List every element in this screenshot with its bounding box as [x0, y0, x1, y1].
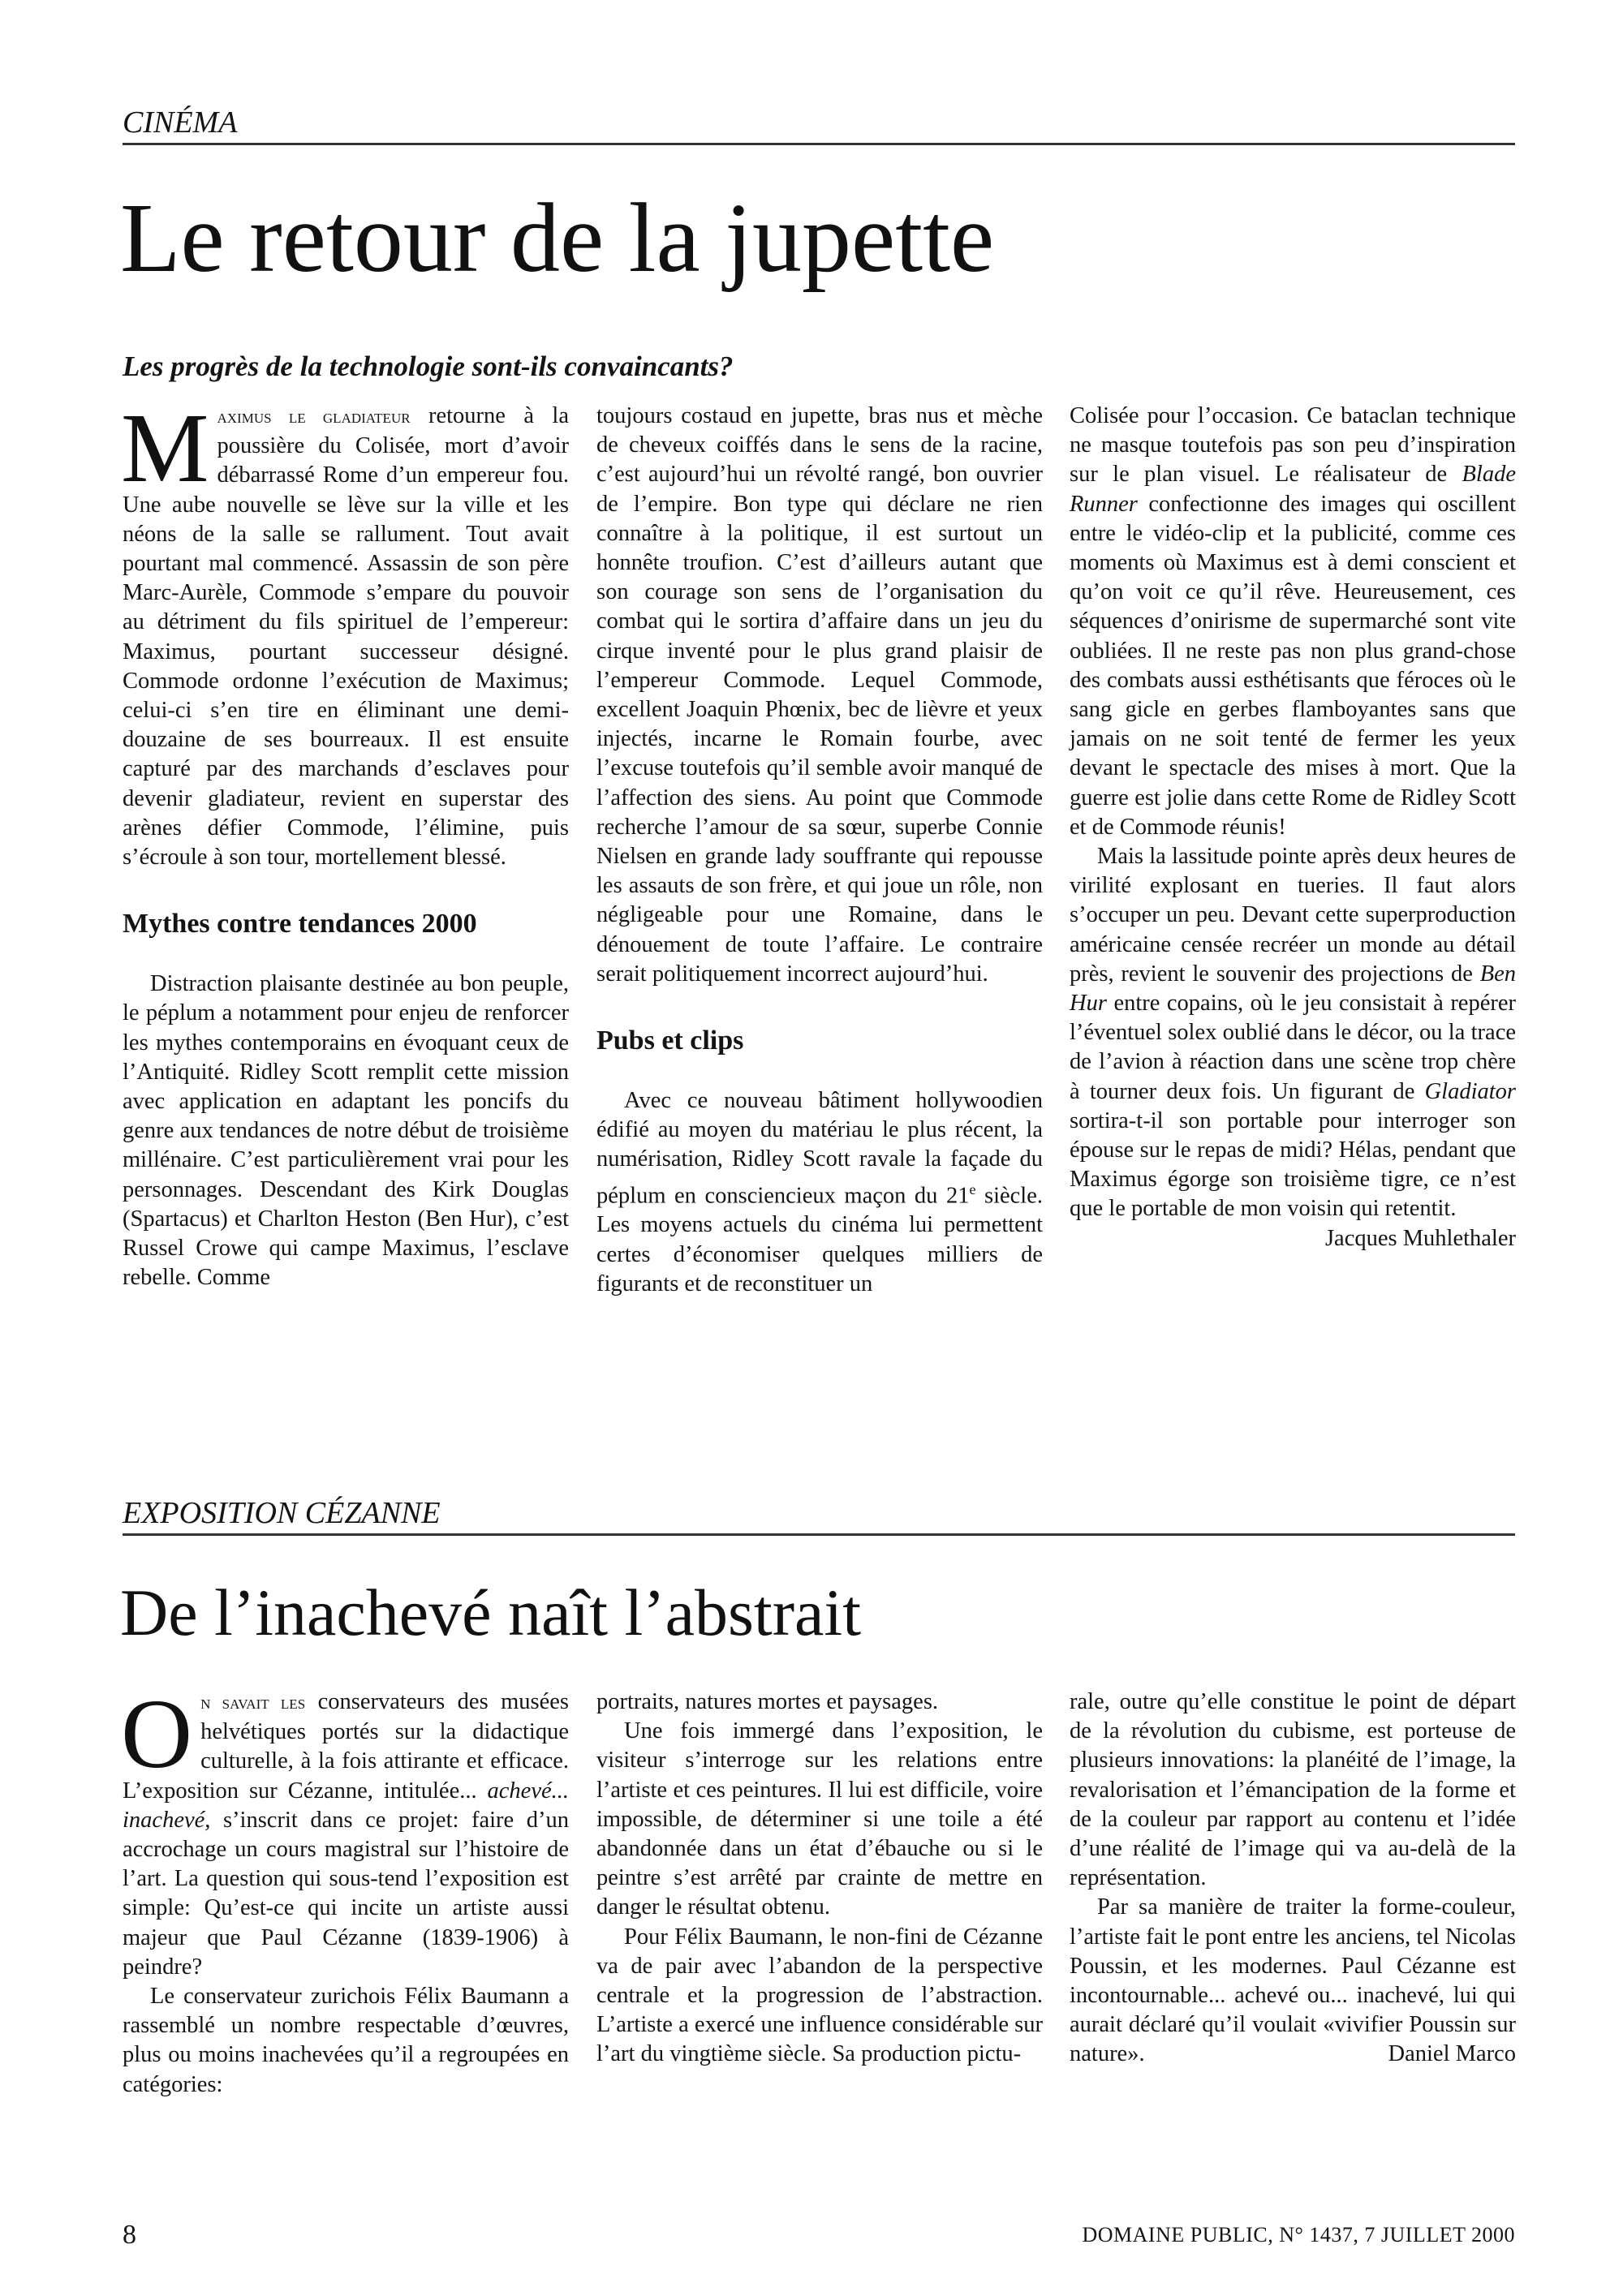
paragraph-text: entre copains, où le jeu consistait à repérer l’éventuel solex oublié dans le décor, ou la trace de l’avion à réaction dans une scène trop chère à tourner deux fois. Un figurant de: [1070, 991, 1516, 1104]
author-signature: Jacques Muhlethaler: [1324, 1225, 1516, 1251]
article-title-inacheve: De l’inachevé naît l’abstrait: [120, 1576, 861, 1649]
paragraph-text: retourne à la poussière du Colisée, mort d’avoir débarrassé Rome d’un empereur fou. Une aube nouvelle se lève sur la ville et les néons de la salle se rallument. Tout avait pourtant mal commencé. Assassin de son père Marc-Aurèle, Commode s’empare du pouvoir au détriment du fils spirituel de l’empereur: Maximus, pourtant successeur désigné. Commode ordonne l’exécution de Maximus; celui-ci s’en tire en éliminant une demi-douzaine de ses bourreaux. Il est ensuite capturé par des marchands d’esclaves pour devenir gladiateur, revient en superstar des arènes défier Commode, l’élimine, puis s’écroule à son tour, mortellement blessé.: [123, 403, 569, 871]
paragraph-text: conservateurs des musées helvétiques portés sur la didactique culturelle, à la fois attirante et efficace. L’exposition sur Cézanne, intitulée...: [123, 1689, 569, 1804]
article1-paragraph: [1070, 842, 1516, 1224]
article1-paragraph: Distraction plaisante destinée au bon peuple, le péplum a notamment pour enjeu de renforcer les mythes contemporains en évoquant ceux de l’Antiquité. Ridley Scott remplit cette mission avec application en adaptant les poncifs du genre aux tendances de notre début de troisième millénaire. C’est particulièrement vrai pour les personnages. Descendant des Kirk Douglas (Spartacus) et Charlton Heston (Ben Hur), c’est Russel Crowe qui campe Maximus, l’esclave rebelle. Comme: [123, 971, 569, 1291]
article2-column-1: [121, 1679, 569, 2100]
paragraph-text: s’inscrit dans ce projet: faire d’un accrochage un cours magistral sur l’histoire de l’art. La question qui sous-tend l’exposition est simple: Qu’est-ce qui incite un artiste aussi majeur que Paul Cézanne (1839-1906) à peindre?: [123, 1807, 569, 1980]
film-title: Blade Runner: [1070, 462, 1516, 517]
section-rubric-exposition: EXPOSITION CÉZANNE: [123, 1494, 1515, 1536]
article1-paragraph: toujours costaud en jupette, bras nus et mèche de cheveux coiffés dans le sens de la racine, c’est aujourd’hui un révolté rangé, bon ouvrier de l’empire. Bon type qui déclare ne rien connaître à la politique, il est surtout un honnête troufion. C’est d’ailleurs autant que son courage son sens de l’organisation du combat qui le sortira d’affaire dans un jeu du cirque inventé pour le plus grand plaisir de l’empereur Commode. Lequel Commode, excellent Joaquin Phœnix, bec de lièvre et yeux injectés, incarne le Romain fourbe, avec l’excuse toutefois qu’il semble avoir manqué de l’affection des siens. Au point que Commode recherche l’amour de sa sœur, superbe Connie Nielsen en grande lady souffrante qui repousse les assauts de son frère, et qui joue un rôle, non négligeable pour une Romaine, dans le dénouement de toute l’affaire. Le contraire serait politiquement incorrect aujourd’hui.: [596, 403, 1043, 987]
paragraph-text: sortira-t-il son portable pour interroger son épouse sur le repas de midi? Hélas, pendant que Maximus égorge son troisième tigre, ce n’est que le portable de mon voisin qui retentit.: [1070, 1107, 1516, 1222]
author-signature: Daniel Marco: [1388, 2041, 1516, 2067]
publication-info: DOMAINE PUBLIC, N° 1437, 7 JUILLET 2000: [1082, 2223, 1515, 2247]
article1-column-2: [596, 402, 1043, 1299]
paragraph-text: Par sa manière de traiter la forme-couleur, l’artiste fait le pont entre les anciens, tel Nicolas Poussin, et les modernes. Paul Cézanne est incontournable... achevé ou... inachevé, lui qui aurait déclaré qu’il voulait «vivifier Poussin sur nature».: [1070, 1894, 1517, 2067]
article1-column-1: [121, 393, 569, 1292]
film-title: Gladiator: [1424, 1078, 1516, 1104]
article2-column-2: [596, 1688, 1043, 2070]
drop-cap: O: [121, 1679, 193, 1789]
article2-paragraph: [121, 1679, 569, 1982]
lead-small-caps: aximus le gladiateur: [217, 406, 411, 428]
article-subtitle: Les progrès de la technologie sont-ils convaincants?: [123, 350, 734, 382]
article2-paragraph: Le conservateur zurichois Félix Baumann a rassemblé un nombre respectable d’œuvres, plus ou moins inachevées qu’il a regroupées en catégories:: [123, 1984, 569, 2097]
section-heading: Mythes contre tendances 2000: [123, 909, 477, 939]
article1-column-3: [1070, 402, 1516, 1253]
film-title: Ben Hur: [1070, 961, 1516, 1017]
article2-paragraph: Pour Félix Baumann, le non-fini de Cézanne va de pair avec l’abandon de la perspective centrale et la progression de l’abstraction. L’artiste a exercé une influence considérable sur l’art du vingtième siècle. Sa production pictu-: [596, 1924, 1043, 2067]
lead-small-caps: n savait les: [200, 1692, 306, 1713]
article1-paragraph: [1070, 402, 1516, 842]
article2-paragraph: portraits, natures mortes et paysages.: [596, 1689, 939, 1714]
exhibition-title: achevé... inachevé,: [123, 1778, 569, 1833]
drop-cap: M: [121, 393, 209, 503]
article-title-jupette: Le retour de la jupette: [120, 183, 995, 293]
article2-paragraph: rale, outre qu’elle constitue le point de départ de la révolution du cubisme, est porteuse de plusieurs innovations: la planéité de l’image, la revalorisation et l’émancipation de la forme et de la couleur par rapport au contenu et l’idée d’une réalité de l’image qui va au-delà de la représentation.: [1070, 1689, 1516, 1891]
paragraph-text: Mais la lassitude pointe après deux heures de virilité explosant en tueries. Il faut alors s’occuper un peu. Devant cette superproduction américaine censée recréer un monde au détail près, revient le souvenir des projections de: [1070, 844, 1516, 987]
article1-paragraph: [121, 393, 569, 872]
paragraph-text: Avec ce nouveau bâtiment hollywoodien édifié au moyen du matériau le plus récent, la numérisation, Ridley Scott ravale la façade du péplum en consciencieux maçon du 21: [596, 1088, 1043, 1209]
paragraph-text: siècle. Les moyens actuels du cinéma lui permettent certes d’économiser quelques milliers de figurants et de reconstituer un: [596, 1183, 1043, 1296]
article2-column-3: [1070, 1688, 1516, 2070]
page-number: 8: [123, 2220, 136, 2250]
superscript: e: [969, 1180, 976, 1197]
section-rubric-cinema: CINÉMA: [123, 104, 1515, 145]
article2-paragraph: [1070, 1893, 1516, 2069]
article2-paragraph: Une fois immergé dans l’exposition, le visiteur s’interroge sur les relations entre l’artiste et ces peintures. Il lui est difficile, voire impossible, de déterminer si une toile a été abandonnée dans un état d’ébauche ou si le peintre s’est arrêté par crainte de mettre en danger le résultat obtenu.: [596, 1718, 1043, 1920]
paragraph-text: Colisée pour l’occasion. Ce bataclan technique ne masque toutefois pas son peu d’inspiration sur le plan visuel. Le réalisateur de: [1070, 403, 1516, 488]
paragraph-text: confectionne des images qui oscillent entre le vidéo-clip et la publicité, comme ces moments où Maximus est à demi conscient et qu’on voit ce qu’il rêve. Heureusement, ces séquences d’onirisme de supermarché sont vite oubliées. Il ne reste pas non plus grand-chose des combats aussi esthétisants que féroces où le sang gicle en gerbes flamboyantes sans que jamais on ne soit tenté de fermer les yeux devant le spectacle des mises à mort. Que la guerre est jolie dans cette Rome de Ridley Scott et de Commode réunis!: [1070, 491, 1516, 840]
article1-paragraph: [596, 1086, 1043, 1299]
section-heading: Pubs et clips: [596, 1025, 744, 1056]
